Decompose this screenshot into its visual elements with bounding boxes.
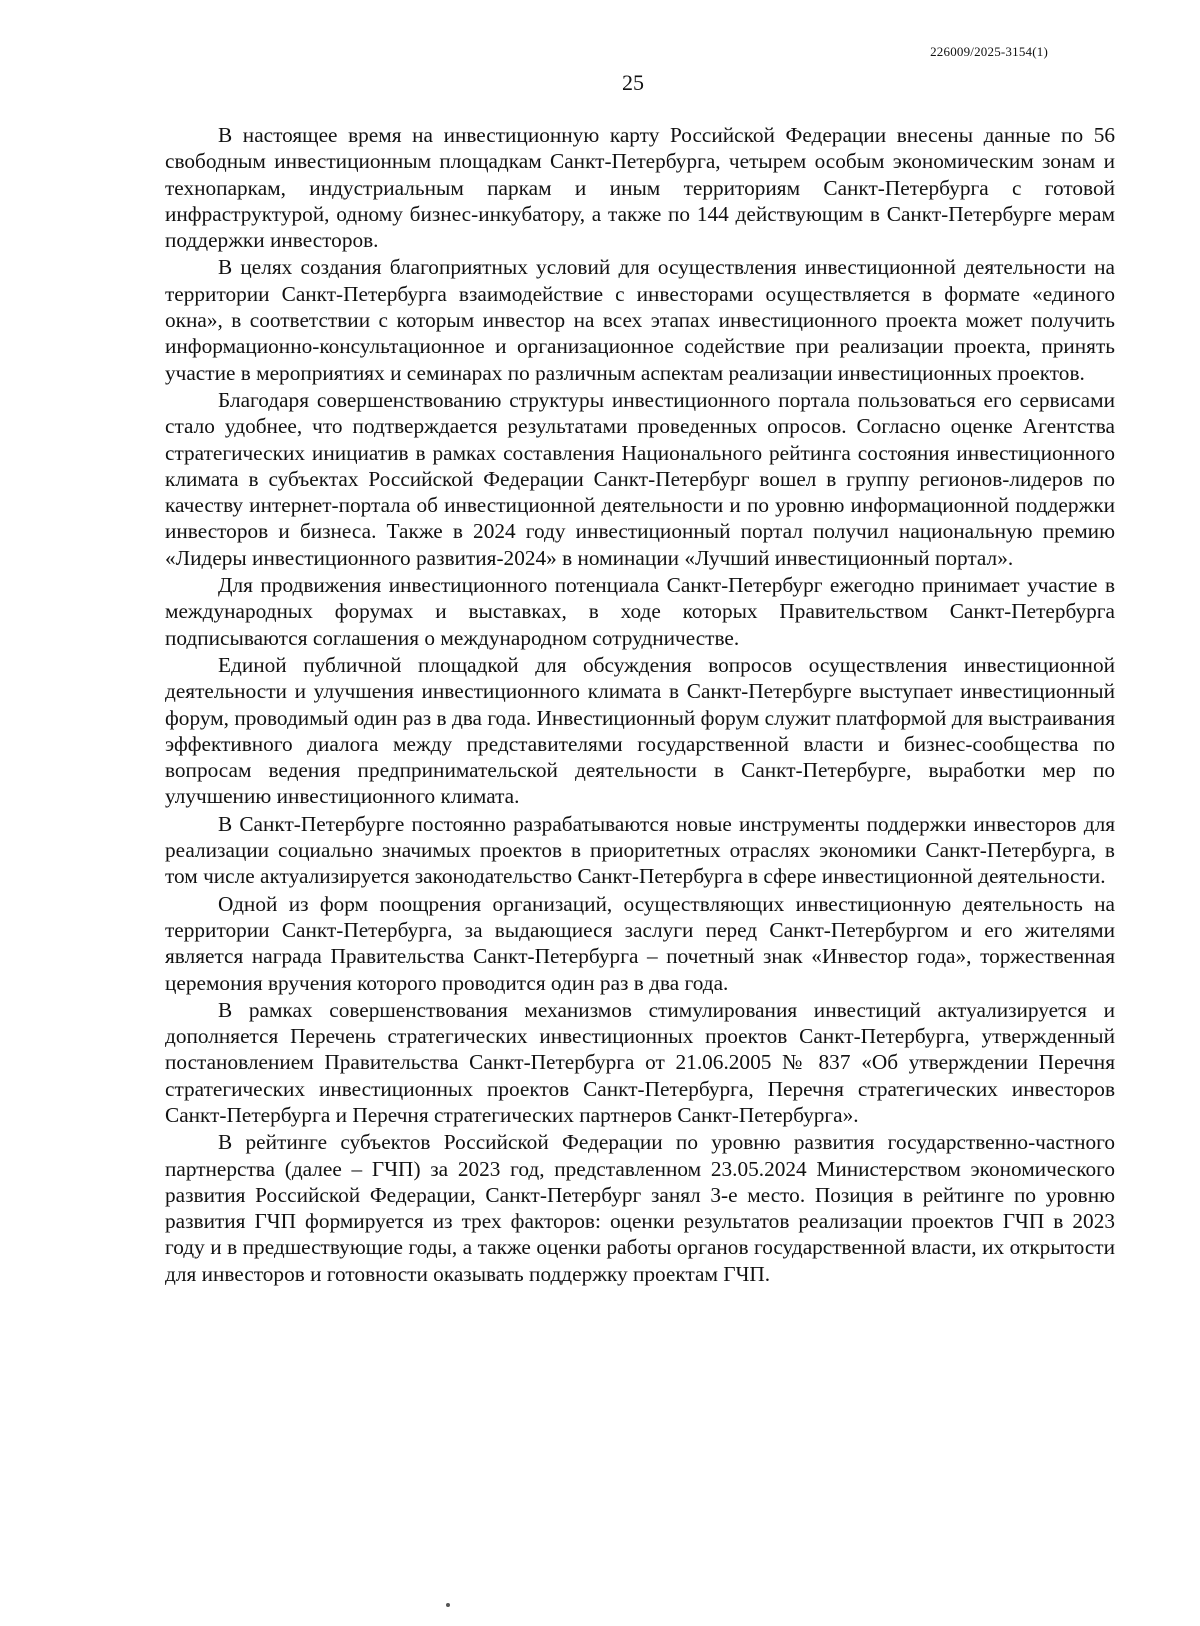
paragraph-investment-portal: Благодаря совершенствованию структуры инвестиционного портала пользоваться его сервисами стало удобнее, что подтверждается результатами проведенных опросов. Согласно оценке Агентства стратегических инициатив в рамках составления Национального рейтинга состояния инвестиционного климата в субъектах Российской Федерации Санкт-Петербург вошел в группу регионов-лидеров по качеству интернет-портала об инвестиционной деятельности и по уровню информационной поддержки инвесторов и бизнеса. Также в 2024 году инвестиционный портал получил национальную премию «Лидеры инвестиционного развития-2024» в номинации «Лучший инвестиционный портал». (165, 387, 1115, 570)
document-body (165, 122, 1115, 1288)
paragraph-ppp-rating: В рейтинге субъектов Российской Федерации по уровню развития государственно-частного партнерства (далее – ГЧП) за 2023 год, представленном 23.05.2024 Министерством экономического развития Российской Федерации, Санкт-Петербург занял 3-е место. Позиция в рейтинге по уровню развития ГЧП формируется из трех факторов: оценки результатов реализации проектов ГЧП в 2023 году и в предшествующие годы, а также оценки работы органов государственной власти, их открытости для инвесторов и готовности оказывать поддержку проектам ГЧП. (165, 1130, 1115, 1286)
page-number: 25 (622, 70, 644, 95)
paragraph-investment-forum: Единой публичной площадкой для обсуждения вопросов осуществления инвестиционной деятельности и улучшения инвестиционного климата в Санкт-Петербурге выступает инвестиционный форум, проводимый один раз в два года. Инвестиционный форум служит платформой для выстраивания эффективного диалога между представителями государственной власти и бизнес-сообщества по вопросам ведения предпринимательской деятельности в Санкт-Петербурге, выработки мер по улучшению инвестиционного климата. (165, 652, 1115, 809)
paragraph-single-window: В целях создания благоприятных условий для осуществления инвестиционной деятельности на территории Санкт-Петербурга взаимодействие с инвесторами осуществляется в формате «единого окна», в соответствии с которым инвестор на всех этапах инвестиционного проекта может получить информационно-консультационное и организационное содействие при реализации проекта, принять участие в мероприятиях и семинарах по различным аспектам реализации инвестиционных проектов. (165, 255, 1115, 385)
scan-speck (446, 1603, 450, 1607)
paragraph-investment-map: В настоящее время на инвестиционную карту Российской Федерации внесены данные по 56 свободным инвестиционным площадкам Санкт-Петербурга, четырем особым экономическим зонам и технопаркам, индустриальным паркам и иным территориям Санкт-Петербурга с готовой инфраструктурой, одному бизнес-инкубатору, а также по 144 действующим в Санкт-Петербурге мерам поддержки инвесторов. (165, 123, 1115, 253)
paragraph-investor-of-year: Одной из форм поощрения организаций, осуществляющих инвестиционную деятельность на территории Санкт-Петербурга, за выдающиеся заслуги перед Санкт-Петербургом и его жителями является награда Правительства Санкт-Петербурга – почетный знак «Инвестор года», торжественная церемония вручения которого проводится один раз в два года. (165, 891, 1115, 995)
document-registration-number: 226009/2025-3154(1) (930, 44, 1048, 59)
paragraph-international-forums: Для продвижения инвестиционного потенциала Санкт-Петербург ежегодно принимает участие в международных форумах и выставках, в ходе которых Правительством Санкт-Петербурга подписываются соглашения о международном сотрудничестве. (165, 573, 1115, 650)
paragraph-strategic-projects: В рамках совершенствования механизмов стимулирования инвестиций актуализируется и дополняется Перечень стратегических инвестиционных проектов Санкт-Петербурга, утвержденный постановлением Правительства Санкт-Петербурга от 21.06.2005 № 837 «Об утверждении Перечня стратегических инвестиционных проектов Санкт-Петербурга, Перечня стратегических инвесторов Санкт-Петербурга и Перечня стратегических партнеров Санкт-Петербурга». (165, 997, 1115, 1127)
paragraph-support-tools: В Санкт-Петербурге постоянно разрабатываются новые инструменты поддержки инвесторов для реализации социально значимых проектов в приоритетных отраслях экономики Санкт-Петербурга, в том числе актуализируется законодательство Санкт-Петербурга в сфере инвестиционной деятельности. (165, 811, 1115, 889)
